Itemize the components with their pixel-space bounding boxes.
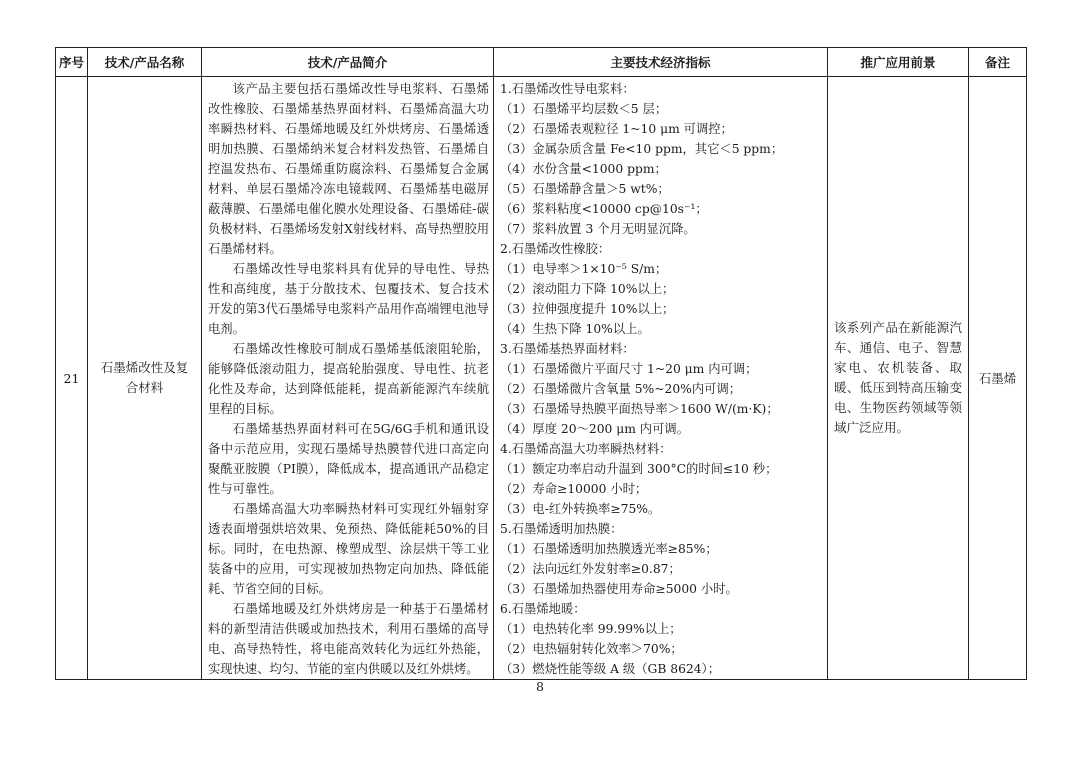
metric-line: （3）电-红外转换率≥75%。 <box>500 502 661 516</box>
metric-line: （3）金属杂质含量 Fe<10 ppm，其它＜5 ppm； <box>500 142 784 156</box>
intro-paragraph: 石墨烯基热界面材料可在5G/6G手机和通讯设备中示范应用，实现石墨烯导热膜替代进口高定向聚酰亚胺膜（PI膜），降低成本，提高通讯产品稳定性与可靠性。 <box>208 422 489 496</box>
metric-line: （1）电导率＞1×10⁻⁵ S/m； <box>500 262 668 276</box>
header-intro: 技术/产品简介 <box>202 48 494 77</box>
technology-table <box>55 47 1027 680</box>
metric-line: （2）法向远红外发射率≥0.87； <box>500 562 681 576</box>
metric-line: 3.石墨烯基热界面材料： <box>500 342 635 356</box>
row-name: 石墨烯改性及复合材料 <box>88 77 202 680</box>
page-number: 8 <box>536 679 544 694</box>
metric-line: （4）厚度 20～200 μm 内可调。 <box>500 422 689 436</box>
header-name: 技术/产品名称 <box>88 48 202 77</box>
metric-line: （3）石墨烯加热器使用寿命≥5000 小时。 <box>500 582 738 596</box>
metric-line: （2）寿命≥10000 小时； <box>500 482 648 496</box>
metric-line: （6）浆料粘度<10000 cp@10s⁻¹； <box>500 202 708 216</box>
metric-line: 4.石墨烯高温大功率瞬热材料： <box>500 442 672 456</box>
row-metrics-cell <box>494 77 828 680</box>
metric-line: （2）电热辐射转化效率＞70%； <box>500 642 683 656</box>
metric-line: （2）石墨烯表观粒径 1~10 μm 可调控； <box>500 122 733 136</box>
metric-line: （1）电热转化率 99.99%以上； <box>500 622 682 636</box>
metric-line: （2）滚动阻力下降 10%以上； <box>500 282 675 296</box>
metric-line: （3）石墨烯导热膜平面热导率＞1600 W/(m·K)； <box>500 402 779 416</box>
header-seq: 序号 <box>56 48 88 77</box>
metric-line: （1）额定功率启动升温到 300°C的时间≤10 秒； <box>500 462 778 476</box>
metric-line: （1）石墨烯透明加热膜透光率≥85%； <box>500 542 718 556</box>
row-prospect-cell <box>828 77 969 680</box>
intro-paragraph: 石墨烯高温大功率瞬热材料可实现红外辐射穿透表面增强烘培效果、免预热、降低能耗50%的目标。同时，在电热源、橡塑成型、涂层烘干等工业装备中的应用，可实现被加热物定向加热、降低能耗、节省空间的目标。 <box>208 502 489 596</box>
metric-line: 6.石墨烯地暖： <box>500 602 586 616</box>
prospect-text: 该系列产品在新能源汽车、通信、电子、智慧家电、农机装备、取暖、低压到特高压输变电、生物医药领域等领域广泛应用。 <box>834 320 962 435</box>
metric-line: 5.石墨烯透明加热膜： <box>500 522 623 536</box>
metric-line: （5）石墨烯静含量＞5 wt%； <box>500 182 670 196</box>
intro-text <box>202 77 493 679</box>
table-header-row <box>56 48 1027 77</box>
metric-line: （1）石墨烯平均层数＜5 层； <box>500 102 668 116</box>
table-row <box>56 77 1027 680</box>
metric-line: （3）燃烧性能等级 A 级（GB 8624）； <box>500 662 720 676</box>
row-seq: 21 <box>56 77 88 680</box>
header-metrics: 主要技术经济指标 <box>494 48 828 77</box>
header-note: 备注 <box>969 48 1027 77</box>
metric-line: （7）浆料放置 3 个月无明显沉降。 <box>500 222 696 236</box>
header-prospect: 推广应用前景 <box>828 48 969 77</box>
intro-paragraph: 石墨烯地暖及红外烘烤房是一种基于石墨烯材料的新型清洁供暖或加热技术，利用石墨烯的高导电、高导热特性，将电能高效转化为远红外热能，实现快速、均匀、节能的室内供暖以及红外烘烤。 <box>208 602 489 676</box>
row-note: 石墨烯 <box>969 77 1027 680</box>
metric-line: （3）拉伸强度提升 10%以上； <box>500 302 675 316</box>
metric-line: （1）石墨烯微片平面尺寸 1~20 μm 内可调； <box>500 362 758 376</box>
intro-paragraph: 石墨烯改性橡胶可制成石墨烯基低滚阻轮胎，能够降低滚动阻力，提高轮胎强度、导电性、抗老化性及寿命，达到降低能耗，提高新能源汽车续航里程的目标。 <box>208 342 489 416</box>
metric-line: （4）生热下降 10%以上。 <box>500 322 650 336</box>
metric-line: 1.石墨烯改性导电浆料： <box>500 82 635 96</box>
row-intro-cell <box>202 77 494 680</box>
intro-paragraph: 石墨烯改性导电浆料具有优异的导电性、导热性和高纯度，基于分散技术、包覆技术、复合技术开发的第3代石墨烯导电浆料产品用作高端锂电池导电剂。 <box>208 262 489 336</box>
intro-paragraph: 该产品主要包括石墨烯改性导电浆料、石墨烯改性橡胶、石墨烯基热界面材料、石墨烯高温大功率瞬热材料、石墨烯地暖及红外烘烤房、石墨烯透明加热膜、石墨烯纳米复合材料发热管、石墨烯自控温发热布、石墨烯重防腐涂料、石墨烯复合金属材料、单层石墨烯冷冻电镜载网、石墨烯基电磁屏蔽薄膜、石墨烯电催化膜水处理设备、石墨烯硅-碳负极材料、石墨烯场发射X射线材料、高导热塑胶用石墨烯材料。 <box>208 82 489 256</box>
metric-line: 2.石墨烯改性橡胶： <box>500 242 611 256</box>
metric-line: （2）石墨烯微片含氧量 5%~20%内可调； <box>500 382 742 396</box>
metric-line: （4）水份含量<1000 ppm； <box>500 162 667 176</box>
metrics-list <box>494 77 827 679</box>
